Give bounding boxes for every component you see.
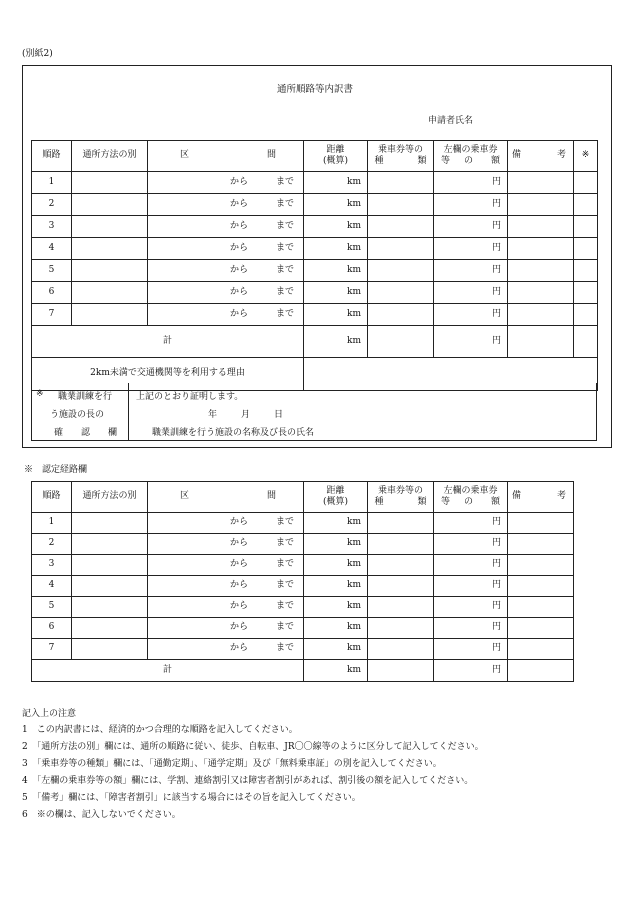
approved-route-order-cell: 6 — [32, 618, 72, 639]
approved-route-method-cell[interactable] — [72, 597, 148, 618]
approved-route-order-cell: 2 — [32, 534, 72, 555]
route-section-cell[interactable] — [148, 238, 304, 260]
from-label: から — [230, 580, 249, 591]
route-distance-cell[interactable]: km — [304, 282, 368, 304]
route-section-cell[interactable] — [148, 282, 304, 304]
approved-header-remarks: 備 考 — [508, 482, 574, 513]
route-ticket-type-cell[interactable] — [368, 304, 434, 326]
route-ticket-type-cell[interactable] — [368, 260, 434, 282]
approved-route-ticket-type-cell[interactable] — [368, 639, 434, 660]
approved-route-order-cell: 5 — [32, 597, 72, 618]
approved-route-distance-cell[interactable]: km — [304, 513, 368, 534]
note-item: 4 「左欄の乗車券等の額」欄には、学割、連絡割引又は障害者割引があれば、割引後の額を記入してください。 — [22, 776, 474, 786]
route-ticket-type-cell[interactable] — [368, 216, 434, 238]
approved-route-ticket-type-cell[interactable] — [368, 555, 434, 576]
total-mark — [574, 326, 598, 358]
header-section: 区 間 — [148, 141, 304, 172]
approved-route-row — [32, 555, 574, 576]
header-method: 通所方法の別 — [72, 141, 148, 172]
approved-route-ticket-type-cell[interactable] — [368, 534, 434, 555]
route-mark-cell — [574, 216, 598, 238]
approved-header-distance: 距離 (概算) — [304, 482, 368, 513]
approved-route-ticket-type-cell[interactable] — [368, 618, 434, 639]
approved-route-section-cell[interactable] — [148, 639, 304, 660]
route-order-cell: 7 — [32, 304, 72, 326]
route-mark-cell — [574, 194, 598, 216]
approved-route-order-cell: 1 — [32, 513, 72, 534]
approved-header-row — [32, 482, 574, 513]
route-distance-cell[interactable]: km — [304, 172, 368, 194]
route-amount-cell[interactable]: 円 — [434, 260, 508, 282]
route-distance-cell[interactable]: km — [304, 216, 368, 238]
approved-route-section-cell[interactable] — [148, 576, 304, 597]
route-method-cell[interactable] — [72, 260, 148, 282]
approved-route-amount-cell[interactable]: 円 — [434, 555, 508, 576]
approved-route-amount-cell[interactable]: 円 — [434, 534, 508, 555]
approved-route-distance-cell[interactable]: km — [304, 534, 368, 555]
note-item: 5 「備考」欄には、「障害者割引」に該当する場合にはその旨を記入してください。 — [22, 793, 361, 803]
route-ticket-type-cell[interactable] — [368, 238, 434, 260]
certification-label-2: う施設の長の — [50, 410, 105, 420]
approved-total-label: 計 — [32, 660, 304, 682]
approved-route-amount-cell[interactable]: 円 — [434, 597, 508, 618]
approved-route-ticket-type-cell[interactable] — [368, 513, 434, 534]
approved-route-distance-cell[interactable]: km — [304, 597, 368, 618]
route-method-cell[interactable] — [72, 282, 148, 304]
table-header-row — [32, 141, 598, 172]
total-amount: 円 — [434, 326, 508, 358]
approved-route-method-cell[interactable] — [72, 618, 148, 639]
to-label: まで — [276, 580, 295, 591]
to-label: まで — [276, 286, 295, 297]
to-label: まで — [276, 264, 295, 275]
approved-route-order-cell: 3 — [32, 555, 72, 576]
route-distance-cell[interactable]: km — [304, 238, 368, 260]
approved-route-row — [32, 618, 574, 639]
route-mark-cell — [574, 304, 598, 326]
route-method-cell[interactable] — [72, 172, 148, 194]
applicant-name-label: 申請者氏名 — [428, 116, 474, 126]
to-label: まで — [276, 242, 295, 253]
approved-route-method-cell[interactable] — [72, 513, 148, 534]
route-method-cell[interactable] — [72, 194, 148, 216]
route-ticket-type-cell[interactable] — [368, 282, 434, 304]
approved-route-amount-cell[interactable]: 円 — [434, 576, 508, 597]
note-item: 2 「通所方法の別」欄には、通所の順路に従い、徒歩、自転車、JR〇〇線等のように区分して記入してください。 — [22, 742, 484, 752]
route-remarks-cell[interactable] — [508, 194, 574, 216]
approved-route-row — [32, 576, 574, 597]
certification-label-1: 職業訓練を行 — [58, 392, 113, 402]
to-label: まで — [276, 538, 295, 549]
total-remarks — [508, 326, 574, 358]
to-label: まで — [276, 220, 295, 231]
route-remarks-cell[interactable] — [508, 238, 574, 260]
to-label: まで — [276, 622, 295, 633]
approved-route-amount-cell[interactable]: 円 — [434, 639, 508, 660]
from-label: から — [230, 198, 249, 209]
route-remarks-cell[interactable] — [508, 282, 574, 304]
approved-route-remarks-cell[interactable] — [508, 597, 574, 618]
approved-route-method-cell[interactable] — [72, 534, 148, 555]
attachment-label: (別紙2) — [22, 49, 53, 59]
to-label: まで — [276, 308, 295, 319]
route-order-cell: 4 — [32, 238, 72, 260]
from-label: から — [230, 286, 249, 297]
route-section-cell[interactable] — [148, 216, 304, 238]
approved-total-ticket-type — [368, 660, 434, 682]
route-order-cell: 1 — [32, 172, 72, 194]
approved-route-remarks-cell[interactable] — [508, 534, 574, 555]
certification-box — [31, 383, 597, 441]
approved-route-distance-cell[interactable]: km — [304, 576, 368, 597]
approved-route-amount-cell[interactable]: 円 — [434, 513, 508, 534]
approved-route-distance-cell[interactable]: km — [304, 618, 368, 639]
route-order-cell: 3 — [32, 216, 72, 238]
route-section-cell[interactable] — [148, 172, 304, 194]
certification-label-3: 確 認 欄 — [54, 428, 118, 438]
note-item: 6 ※の欄は、記入しないでください。 — [22, 810, 181, 820]
route-distance-cell[interactable]: km — [304, 304, 368, 326]
approved-header-order: 順路 — [32, 482, 72, 513]
approved-route-remarks-cell[interactable] — [508, 618, 574, 639]
approved-route-remarks-cell[interactable] — [508, 555, 574, 576]
route-amount-cell[interactable]: 円 — [434, 216, 508, 238]
route-distance-cell[interactable]: km — [304, 194, 368, 216]
certification-divider — [128, 383, 129, 440]
from-label: から — [230, 538, 249, 549]
header-remarks: 備 考 — [508, 141, 574, 172]
route-remarks-cell[interactable] — [508, 172, 574, 194]
to-label: まで — [276, 559, 295, 570]
approved-total-distance: km — [304, 660, 368, 682]
route-amount-cell[interactable]: 円 — [434, 238, 508, 260]
from-label: から — [230, 308, 249, 319]
approved-route-order-cell: 7 — [32, 639, 72, 660]
certification-facility: 職業訓練を行う施設の名称及び長の氏名 — [152, 428, 315, 438]
route-remarks-cell[interactable] — [508, 216, 574, 238]
route-method-cell[interactable] — [72, 304, 148, 326]
approved-route-ticket-type-cell[interactable] — [368, 576, 434, 597]
header-distance: 距離 (概算) — [304, 141, 368, 172]
route-row — [32, 194, 598, 216]
approved-route-remarks-cell[interactable] — [508, 639, 574, 660]
approved-route-ticket-type-cell[interactable] — [368, 597, 434, 618]
certification-date: 年 月 日 — [208, 410, 284, 420]
route-section-cell[interactable] — [148, 194, 304, 216]
route-ticket-type-cell[interactable] — [368, 172, 434, 194]
total-label: 計 — [32, 326, 304, 358]
route-method-cell[interactable] — [72, 238, 148, 260]
approved-route-section-cell[interactable] — [148, 513, 304, 534]
certification-statement: 上記のとおり証明します。 — [136, 392, 244, 402]
approved-route-remarks-cell[interactable] — [508, 513, 574, 534]
header-ticket-amount: 左欄の乗車券 等 の 額 — [434, 141, 508, 172]
route-ticket-type-cell[interactable] — [368, 194, 434, 216]
from-label: から — [230, 622, 249, 633]
header-ticket-type: 乗車券等の 種 類 — [368, 141, 434, 172]
approved-route-method-cell[interactable] — [72, 576, 148, 597]
route-row — [32, 282, 598, 304]
route-amount-cell[interactable]: 円 — [434, 172, 508, 194]
route-mark-cell — [574, 238, 598, 260]
route-order-cell: 6 — [32, 282, 72, 304]
approved-header-method: 通所方法の別 — [72, 482, 148, 513]
approved-route-row — [32, 639, 574, 660]
from-label: から — [230, 643, 249, 654]
approved-route-label: ※ 認定経路欄 — [24, 465, 88, 475]
route-row — [32, 304, 598, 326]
approved-route-table — [31, 481, 574, 682]
approved-total-row — [32, 660, 574, 682]
route-table — [31, 140, 598, 391]
from-label: から — [230, 601, 249, 612]
route-mark-cell — [574, 260, 598, 282]
note-item: 3 「乗車券等の種類」欄には、「通勤定期」、「通学定期」及び「無料乗車証」の別を記入してください。 — [22, 759, 442, 769]
approved-header-ticket-amount: 左欄の乗車券 等 の 額 — [434, 482, 508, 513]
notes-title: 記入上の注意 — [22, 709, 77, 719]
to-label: まで — [276, 601, 295, 612]
header-mark: ※ — [574, 141, 598, 172]
route-order-cell: 2 — [32, 194, 72, 216]
approved-route-section-cell[interactable] — [148, 534, 304, 555]
route-row — [32, 260, 598, 282]
to-label: まで — [276, 517, 295, 528]
from-label: から — [230, 242, 249, 253]
approved-header-ticket-type: 乗車券等の 種 類 — [368, 482, 434, 513]
route-remarks-cell[interactable] — [508, 304, 574, 326]
approved-route-order-cell: 4 — [32, 576, 72, 597]
approved-route-row — [32, 597, 574, 618]
note-item: 1 この内訳書には、経済的かつ合理的な順路を記入してください。 — [22, 725, 298, 735]
total-ticket-type — [368, 326, 434, 358]
route-distance-cell[interactable]: km — [304, 260, 368, 282]
route-row — [32, 238, 598, 260]
approved-route-section-cell[interactable] — [148, 597, 304, 618]
route-amount-cell[interactable]: 円 — [434, 194, 508, 216]
form-title: 通所順路等内訳書 — [276, 84, 353, 95]
to-label: まで — [276, 643, 295, 654]
route-remarks-cell[interactable] — [508, 260, 574, 282]
approved-route-row — [32, 513, 574, 534]
route-amount-cell[interactable]: 円 — [434, 304, 508, 326]
from-label: から — [230, 176, 249, 187]
approved-route-distance-cell[interactable]: km — [304, 639, 368, 660]
route-section-cell[interactable] — [148, 304, 304, 326]
route-mark-cell — [574, 282, 598, 304]
to-label: まで — [276, 198, 295, 209]
approved-route-distance-cell[interactable]: km — [304, 555, 368, 576]
approved-route-section-cell[interactable] — [148, 555, 304, 576]
route-amount-cell[interactable]: 円 — [434, 282, 508, 304]
approved-header-section: 区 間 — [148, 482, 304, 513]
route-row — [32, 216, 598, 238]
approved-total-amount: 円 — [434, 660, 508, 682]
approved-route-section-cell[interactable] — [148, 618, 304, 639]
approved-route-amount-cell[interactable]: 円 — [434, 618, 508, 639]
route-mark-cell — [574, 172, 598, 194]
approved-total-remarks — [508, 660, 574, 682]
route-section-cell[interactable] — [148, 260, 304, 282]
from-label: から — [230, 264, 249, 275]
total-distance: km — [304, 326, 368, 358]
from-label: から — [230, 517, 249, 528]
route-order-cell: 5 — [32, 260, 72, 282]
from-label: から — [230, 559, 249, 570]
route-method-cell[interactable] — [72, 216, 148, 238]
approved-route-row — [32, 534, 574, 555]
approved-route-remarks-cell[interactable] — [508, 576, 574, 597]
reason-label: 2km未満で交通機関等を利用する理由 — [32, 358, 304, 391]
header-order: 順路 — [32, 141, 72, 172]
to-label: まで — [276, 176, 295, 187]
route-row — [32, 172, 598, 194]
total-row — [32, 326, 598, 358]
approved-route-method-cell[interactable] — [72, 555, 148, 576]
from-label: から — [230, 220, 249, 231]
approved-route-method-cell[interactable] — [72, 639, 148, 660]
certification-mark: ※ — [36, 389, 44, 399]
